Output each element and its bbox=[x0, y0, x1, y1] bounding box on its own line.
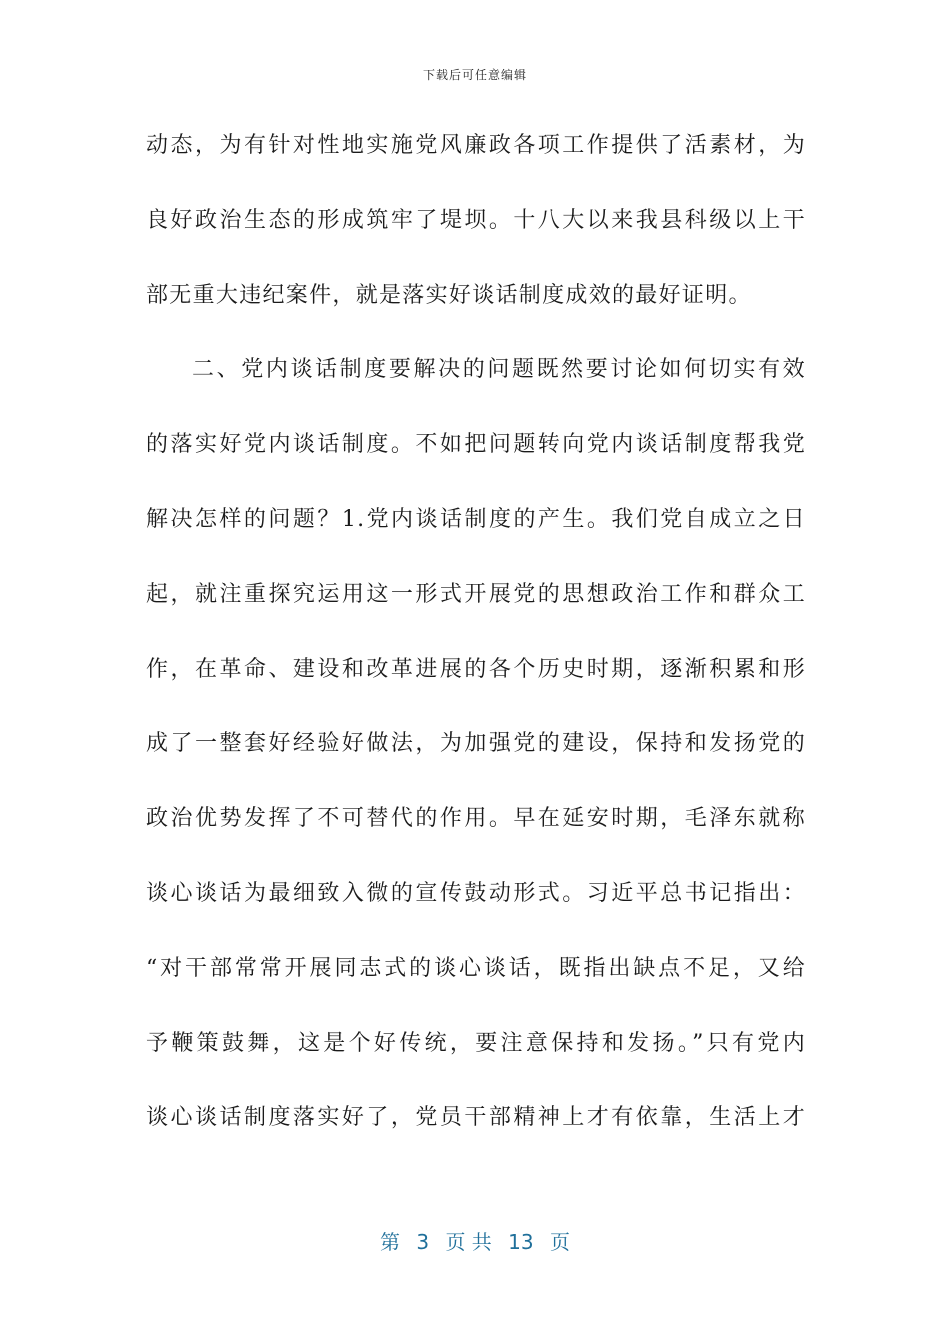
page-footer bbox=[0, 1226, 950, 1255]
text-line: 二、党内谈话制度要解决的问题既然要讨论如何切实有效 bbox=[192, 357, 806, 383]
text-line: 良好政治生态的形成筑牢了堤坝。十八大以来我县科级以上干 bbox=[146, 207, 806, 233]
text-line: 动态，为有针对性地实施党风廉政各项工作提供了活素材，为 bbox=[146, 133, 806, 158]
total-pages-number: 13 bbox=[508, 1230, 534, 1254]
text-line: 解决怎样的问题？1.党内谈话制度的产生。我们党自成立之日 bbox=[146, 506, 806, 532]
text-line: 谈心谈话制度落实好了，党员干部精神上才有依靠，生活上才 bbox=[146, 1105, 806, 1131]
text-line: 的落实好党内谈话制度。不如把问题转向党内谈话制度帮我党 bbox=[146, 432, 806, 458]
text-line: 成了一整套好经验好做法，为加强党的建设，保持和发扬党的 bbox=[146, 731, 806, 757]
text-line: 予鞭策鼓舞，这是个好传统，要注意保持和发扬。”只有党内 bbox=[146, 1030, 806, 1056]
text-line: 起，就注重探究运用这一形式开展党的思想政治工作和群众工 bbox=[146, 581, 806, 607]
body-text bbox=[146, 124, 806, 1171]
pages-label: 页 bbox=[549, 1230, 570, 1254]
current-page-number: 3 bbox=[416, 1230, 430, 1254]
text-line: 部无重大违纪案件，就是落实好谈话制度成效的最好证明。 bbox=[146, 282, 752, 308]
text-line: 作，在革命、建设和改革进展的各个历史时期，逐渐积累和形 bbox=[146, 656, 806, 682]
page-of-label: 页 共 bbox=[445, 1230, 492, 1254]
page-header: 下载后可任意编辑 bbox=[422, 68, 527, 82]
text-line: “对干部常常开展同志式的谈心谈话，既指出缺点不足，又给 bbox=[146, 955, 806, 981]
text-line: 谈心谈话为最细致入微的宣传鼓动形式。习近平总书记指出： bbox=[146, 880, 806, 906]
page-label: 第 bbox=[380, 1230, 400, 1254]
text-line: 政治优势发挥了不可替代的作用。早在延安时期，毛泽东就称 bbox=[146, 806, 806, 832]
